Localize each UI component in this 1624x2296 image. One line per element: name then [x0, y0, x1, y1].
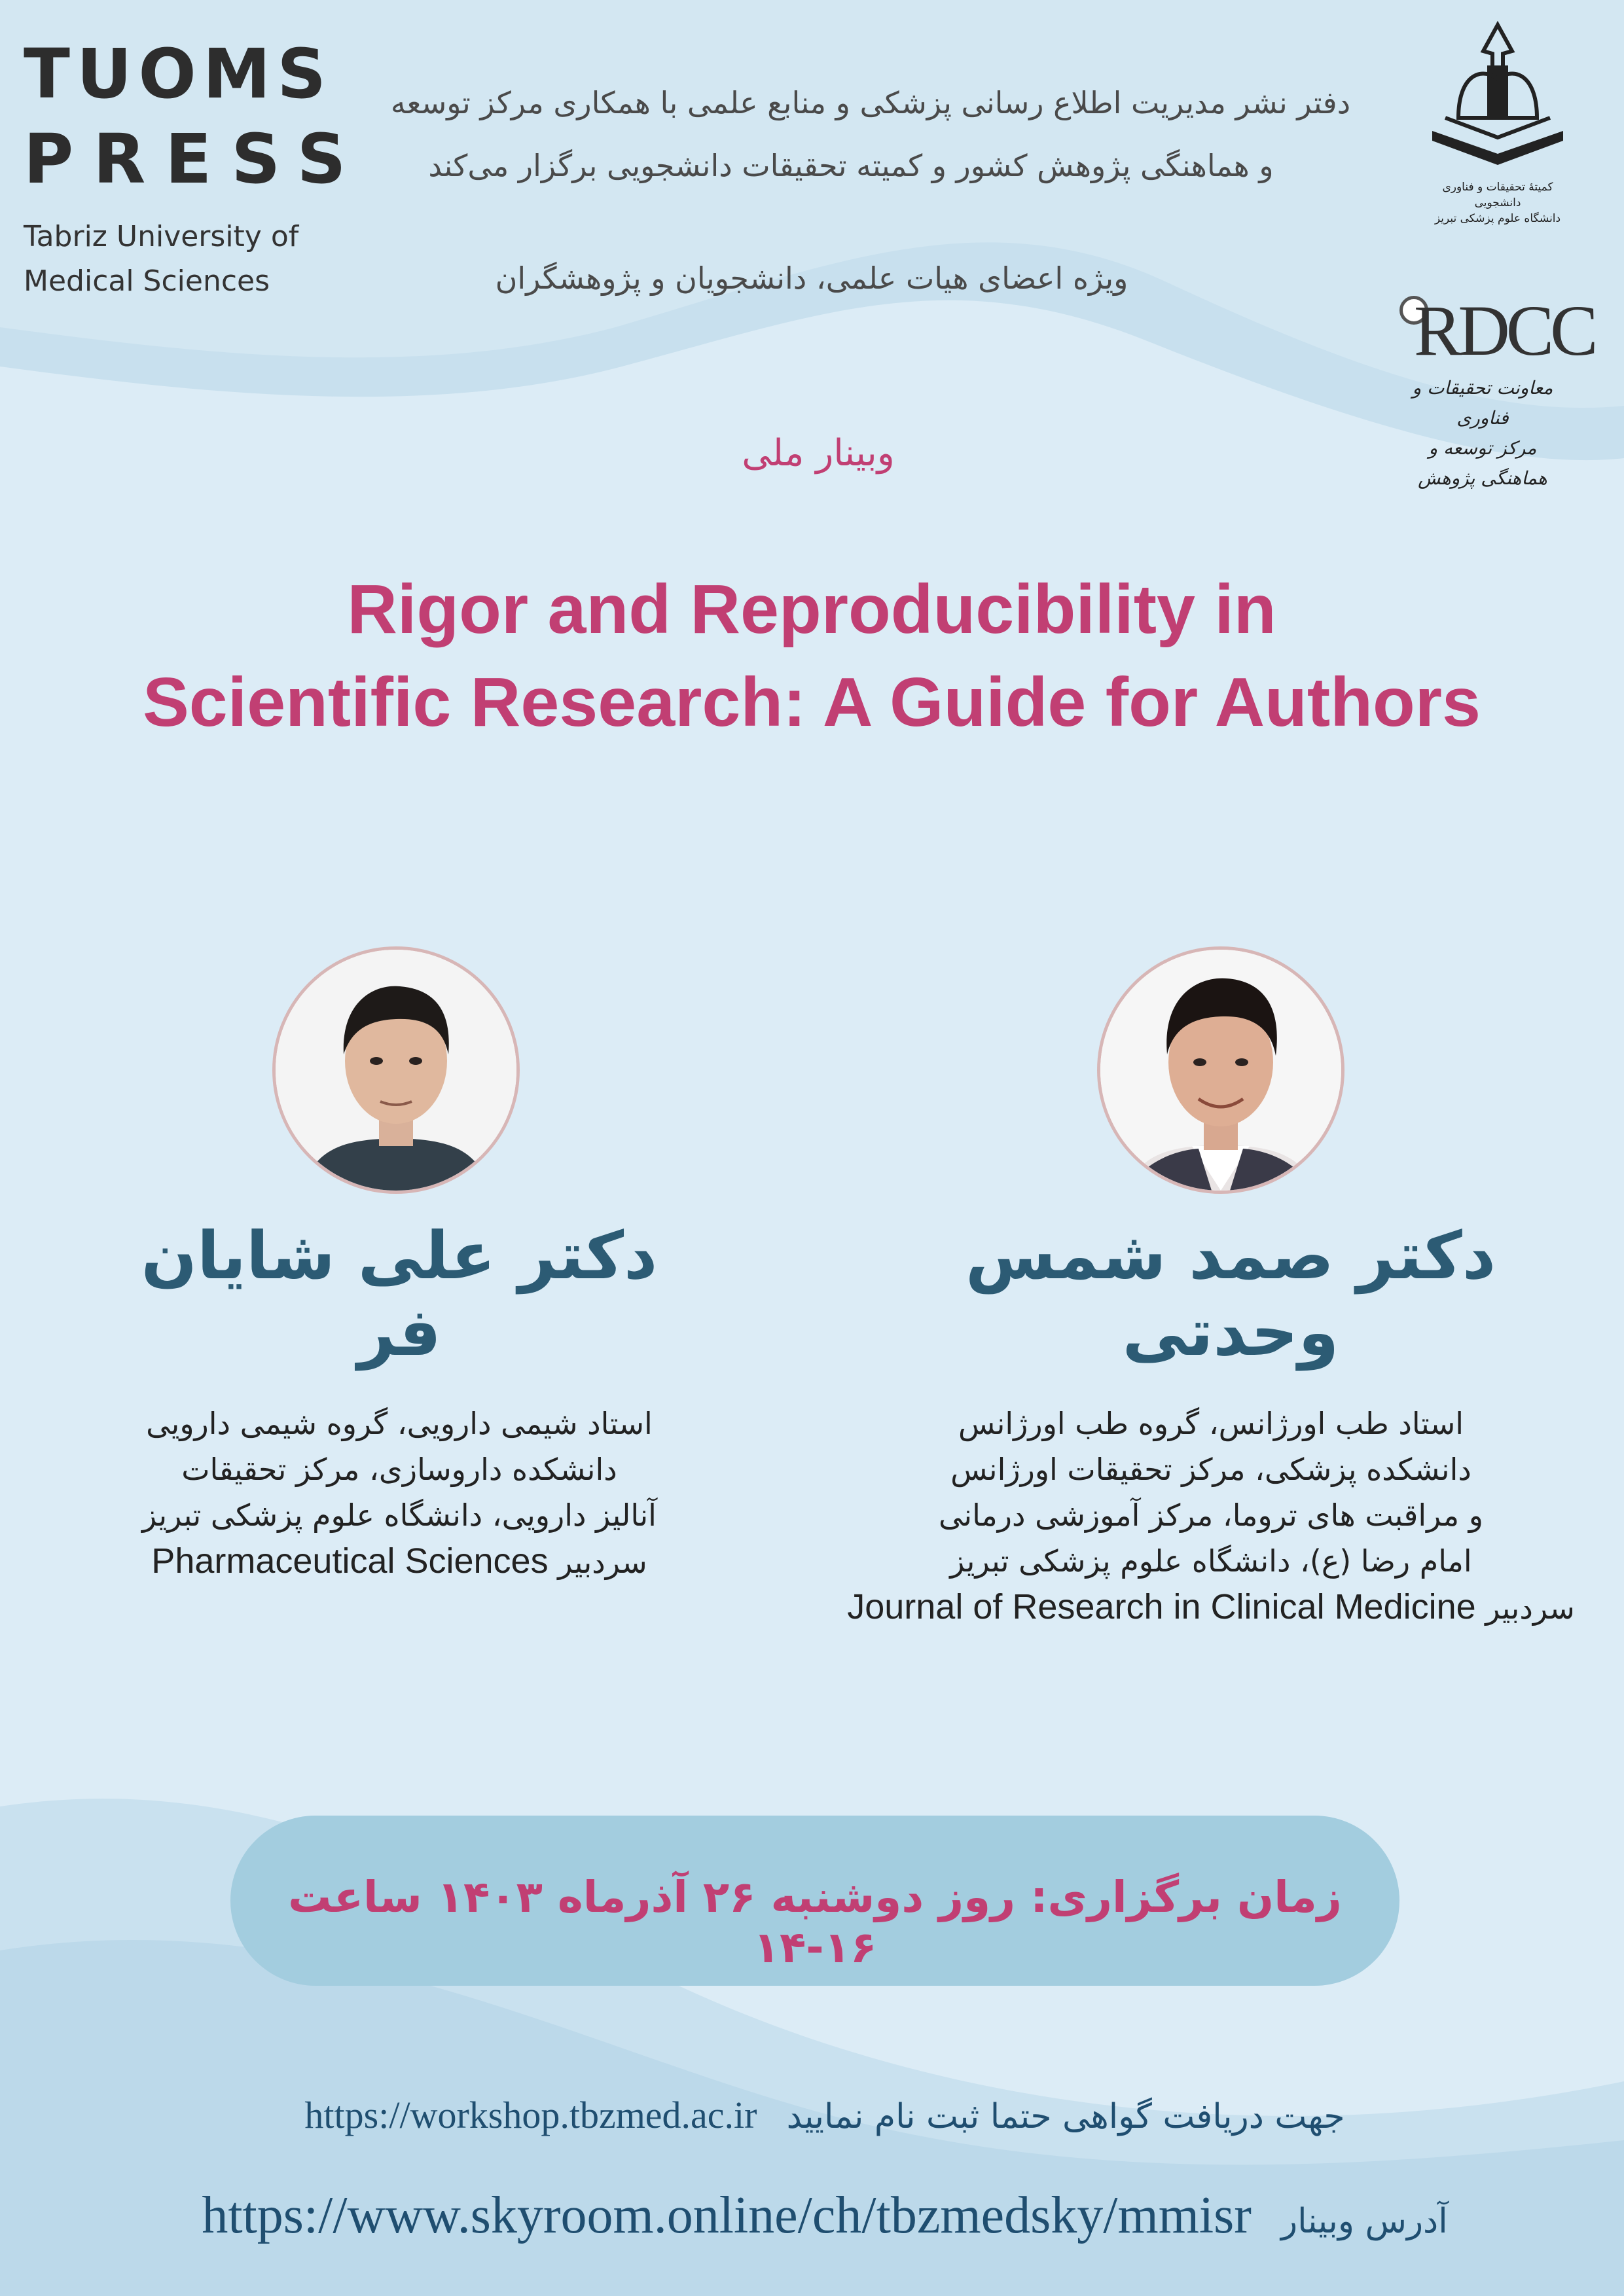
- rdcc-logo: [1394, 288, 1595, 489]
- webinar-address-label: آدرس وبینار: [1281, 2202, 1448, 2241]
- organizer-line-2: و هماهنگی پژوهش کشور و کمیته تحقیقات دانشجویی برگزار می‌کند: [428, 148, 1274, 183]
- speaker-bio-right: [818, 1401, 1604, 1631]
- publisher-logo: [24, 31, 366, 304]
- organizer-line-1: دفتر نشر مدیریت اطلاع رسانی پزشکی و منابع علمی با همکاری مرکز توسعه: [390, 85, 1351, 120]
- bio-line: امام رضا (ع)، دانشگاه علوم پزشکی تبریز: [950, 1543, 1472, 1579]
- university-name-line1: Tabriz University of: [24, 220, 299, 253]
- student-research-committee-logo: [1419, 20, 1576, 223]
- speaker-name-right: دکتر صمد شمس وحدتی: [965, 1217, 1496, 1371]
- speaker-portrait-icon: [1100, 950, 1341, 1191]
- bio-line: دانشکده پزشکی، مرکز تحقیقات اورژانس: [950, 1452, 1471, 1487]
- bio-line: استاد طب اورژانس، گروه طب اورژانس: [958, 1406, 1464, 1441]
- journal-name: Journal of Research in Clinical Medicine: [847, 1587, 1476, 1626]
- event-title-line1: Rigor and Reproducibility in: [347, 571, 1276, 648]
- editor-prefix: سردبیر: [558, 1545, 647, 1580]
- speaker-portrait-icon: [276, 950, 516, 1191]
- webinar-link[interactable]: https://www.skyroom.online/ch/tbzmedsky/mmisr: [202, 2187, 1252, 2244]
- speaker-bio-left: [92, 1401, 707, 1585]
- committee-caption-line2: دانشگاه علوم پزشکی تبریز: [1434, 212, 1561, 225]
- press-logo-line1: TUOMS: [24, 34, 333, 114]
- bio-line: دانشکده داروسازی، مرکز تحقیقات: [181, 1452, 617, 1487]
- webinar-address-line: [65, 2186, 1584, 2246]
- speaker-photo-left: [272, 946, 520, 1194]
- registration-line: [196, 2093, 1453, 2137]
- speaker-photo-right: [1097, 946, 1344, 1194]
- event-title: [39, 563, 1584, 749]
- pen-book-emblem-icon: [1419, 20, 1576, 177]
- event-title-line2: Scientific Research: A Guide for Authors: [143, 664, 1481, 741]
- press-logo-line2: PRESS: [24, 119, 366, 199]
- event-kind: وبینار ملی: [742, 432, 895, 475]
- registration-link[interactable]: https://workshop.tbzmed.ac.ir: [304, 2094, 757, 2136]
- bio-editor-line: [818, 1584, 1604, 1631]
- university-name-line2: Medical Sciences: [24, 264, 270, 298]
- bio-line: و مراقبت های تروما، مرکز آموزشی درمانی: [938, 1498, 1484, 1533]
- rdcc-lettering: RDCC: [1414, 291, 1595, 370]
- committee-caption-line1: کمیتهٔ تحقیقات و فناوری دانشجویی: [1442, 181, 1553, 209]
- journal-name: Pharmaceutical Sciences: [151, 1541, 549, 1581]
- bio-line: استاد شیمی دارویی، گروه شیمی دارویی: [146, 1406, 653, 1441]
- rdcc-caption-line2: مرکز توسعه و هماهنگی پژوهش: [1418, 437, 1547, 489]
- editor-prefix: سردبیر: [1485, 1590, 1575, 1626]
- audience-line: ویژه اعضای هیات علمی، دانشجویان و پژوهشگران: [495, 260, 1128, 296]
- schedule-text: زمان برگزاری: روز دوشنبه ۲۶ آذرماه ۱۴۰۳ ساعت ۱۶-۱۴: [288, 1872, 1342, 1973]
- bio-line: آنالیز دارویی، دانشگاه علوم پزشکی تبریز: [142, 1498, 657, 1533]
- speaker-name-left: دکتر علی شایان فر: [141, 1217, 658, 1371]
- bio-editor-line: [92, 1538, 707, 1585]
- registration-label: جهت دریافت گواهی حتما ثبت نام نمایید: [786, 2097, 1345, 2136]
- rdcc-caption-line1: معاونت تحقیقات و فناوری: [1412, 377, 1553, 429]
